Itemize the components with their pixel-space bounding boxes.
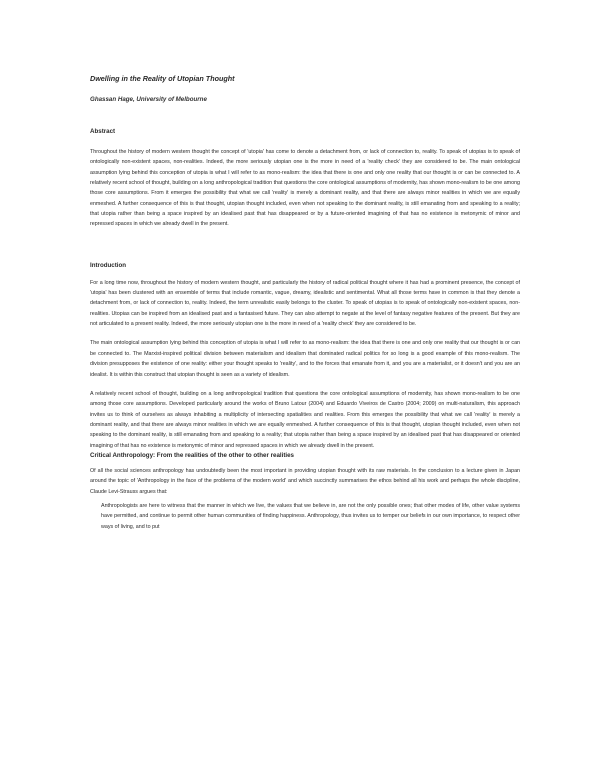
abstract-paragraph: Throughout the history of modern western thought the concept of 'utopia' has come to denote a detachment from, or lack of connection to, reality. To speak of utopias is to speak of ontologically non-existent spaces, non-realities. Indeed, the more seriously utopian one is the more in need of a 'reality check' they are considered to be. The main ontological assumption lying behind this conception of utopia is what I will refer to as mono-realism: the idea that there is one and only one reality that our thought is or can be connected to. A relatively recent school of thought, building on a long anthropological tradition that questions the core ontological assumptions of modernity, has shown mono-realism to be one among those core assumptions. From it emerges the possibility that what we call 'reality' is merely a dominant reality, and that there are always minor realities in which we are equally enmeshed. A further consequence of this is that thought, utopian thought included, even when not speaking to the dominant reality, is still emanating from and speaking to a reality; that utopia rather than being a space inspired by an idealised past that has disappeared or by a future-oriented imagining of that has no existence is metonymic of minor and repressed spaces in which we already dwell in the present.: [90, 149, 520, 228]
introduction-paragraph-2: The main ontological assumption lying behind this conception of utopia is what I will refer to as mono-realism: the idea that there is one and only one reality that our thought is or can be connected to. The Marxist-inspired political division between materialism and idealism that dominated radical politics for so long is a good example of this mono-realism. The division presupposes the existence of one reality: either your thought speaks to 'reality', and to the forces that emanate from it, and you are a materialist, or it doesn't and you are an idealist. It is within this construct that utopian thought is seen as a variety of idealism.: [90, 340, 520, 378]
author-line: Ghassan Hage, University of Melbourne: [90, 96, 207, 103]
introduction-paragraph-1: For a long time now, throughout the history of modern western thought, and particularly the history of radical political thought where it has had a prominent presence, the concept of 'utopia' has been clustered with an ensemble of terms that include romantic, vague, dreamy, idealistic and sentimental. What all those terms have in common is that they denote a detachment from, or lack of connection to, reality. Indeed, the term unrealistic easily belongs to the cluster. To speak of utopias is to speak of ontologically non-existent spaces, non-realities. Utopias can be inspired from an idealised past and a fantasised future. They can also attempt to negate at the level of fantasy negative features of the present. But they are not articulated to a present reality. Indeed, the more seriously utopian one is the more in need of a 'reality check' they are considered to be.: [90, 279, 520, 328]
introduction-heading: Introduction: [90, 261, 127, 269]
block-quote: Anthropologists are here to witness that the manner in which we live, the values that we believe in, are not the only possible ones; that other modes of life, other value systems have permitted, and continue to permit other human communities of finding happiness. Anthropology, thus invites us to temper our beliefs in our own importance, to respect other ways of living, and to put: [101, 502, 520, 530]
critical-anthropology-paragraph: Of all the social sciences anthropology has undoubtedly been the most important in providing utopian thought with its raw materials. In the conclusion to a lecture given in Japan around the topic of 'Anthropology in the face of the problems of the modern world' and which succinctly summarises the ethos behind all his work and perhaps the whole discipline, Claude Levi-Strauss argues that:: [90, 467, 520, 495]
paper-body: [90, 74, 520, 532]
paper-title: Dwelling in the Reality of Utopian Thought: [90, 74, 235, 83]
critical-anthropology-heading: Critical Anthropology: From the realities of the other to other realities: [90, 451, 294, 459]
abstract-heading: Abstract: [90, 128, 116, 135]
introduction-paragraph-3: A relatively recent school of thought, building on a long anthropological tradition that questions the core ontological assumptions of modernity, has shown mono-realism to be one among those core assumptions. Developed particularly around the works of Bruno Latour (2004) and Eduardo Viveiros de Castro (2004; 2009) on multi-naturalism, this approach invites us to think of ourselves as always inhabiting a multiplicity of intersecting spatialities and realities. From this emerges the possibility that what we call 'reality' is merely a dominant reality, and that there are always minor realities in which we are equally enmeshed. A further consequence of this is that thought, utopian thought included, even when not speaking to the dominant reality, is still emanating from and speaking to a reality; that utopia rather than being a space inspired by an idealised past that has disappeared or oriented imagining of that has no existence is metonymic of minor and repressed spaces in which we already dwell in the present.: [90, 390, 520, 449]
